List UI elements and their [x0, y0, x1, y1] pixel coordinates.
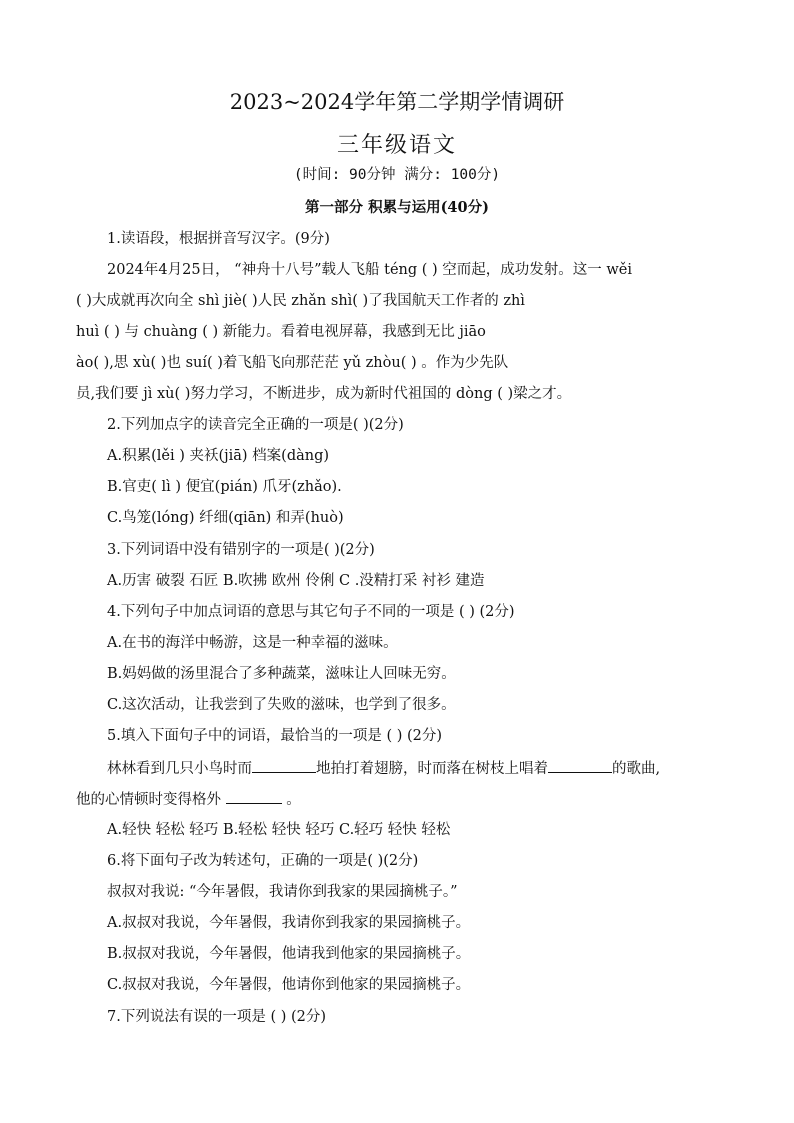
blank-line: [548, 758, 612, 773]
section-heading: 第一部分 积累与运用(40分): [305, 199, 489, 216]
exam-subtitle: 三年级语文: [336, 133, 457, 158]
question-2-option-c: C.鸟笼(lóng) 纤细(qiān) 和弄(huò): [107, 510, 344, 526]
question-2-option-b: B.官吏( lì ) 便宜(pián) 爪牙(zhǎo).: [107, 479, 342, 495]
question-6-option-b: B.叔叔对我说，今年暑假，他请我到他家的果园摘桃子。: [107, 946, 471, 962]
question-1: 1.读语段，根据拼音写汉字。(9分): [107, 231, 330, 247]
question-7: 7.下列说法有误的一项是 ( ) (2分): [107, 1009, 327, 1025]
sentence-text: 地拍打着翅膀，时而落在树枝上唱着: [316, 761, 548, 777]
question-5: 5.填入下面句子中的词语，最恰当的一项是 ( ) (2分): [107, 728, 443, 744]
question-4-option-c: C.这次活动，让我尝到了失败的滋味，也学到了很多。: [107, 697, 456, 713]
question-6-option-a: A.叔叔对我说，今年暑假，我请你到我家的果园摘桃子。: [107, 915, 471, 931]
blank-line: [226, 789, 282, 804]
question-4-option-a: A.在书的海洋中畅游，这是一种幸福的滋味。: [107, 635, 398, 651]
exam-title: 2023~2024学年第二学期学情调研: [229, 90, 565, 114]
sentence-text: 林林看到几只小鸟时而: [107, 761, 252, 777]
passage-line-1: 2024年4月25日， “神舟十八号”载人飞船 téng ( ) 空而起，成功发射。这一 wěi: [107, 262, 633, 278]
question-5-sentence-line-1: [107, 758, 660, 779]
sentence-text: 。: [281, 792, 301, 808]
question-6-option-c: C.叔叔对我说，今年暑假，他请你到他家的果园摘桃子。: [107, 977, 471, 993]
question-5-sentence-line-2: [76, 789, 301, 810]
question-4: 4.下列句子中加点词语的意思与其它句子不同的一项是 ( ) (2分): [107, 604, 515, 620]
question-2: 2.下列加点字的读音完全正确的一项是( )(2分): [107, 417, 404, 433]
passage-line-2: ( )大成就再次向全 shì jiè( )人民 zhǎn shì( )了我国航天工作者的 zhì: [76, 293, 525, 309]
passage-line-3: huì ( ) 与 chuàng ( ) 新能力。看着电视屏幕，我感到无比 jiāo: [76, 324, 486, 340]
sentence-text: 的歌曲,: [612, 761, 661, 777]
question-3: 3.下列词语中没有错别字的一项是( )(2分): [107, 542, 375, 558]
blank-line: [252, 758, 316, 773]
sentence-text: 他的心情顿时变得格外: [76, 792, 226, 808]
passage-line-5: 员,我们要 jì xù( )努力学习，不断进步，成为新时代祖国的 dòng ( )梁之才。: [76, 386, 572, 402]
question-6-sentence: 叔叔对我说: “今年暑假，我请你到我家的果园摘桃子。”: [107, 884, 458, 900]
question-3-options: A.历害 破裂 石匠 B.吹拂 欧州 伶俐 C .没精打采 衬衫 建造: [107, 573, 485, 589]
question-5-options: A.轻快 轻松 轻巧 B.轻松 轻快 轻巧 C.轻巧 轻快 轻松: [107, 822, 451, 838]
question-2-option-a: A.积累(lěi ) 夹袄(jiā) 档案(dàng): [107, 448, 330, 464]
question-6: 6.将下面句子改为转述句，正确的一项是( )(2分): [107, 853, 419, 869]
passage-line-4: ào( ),思 xù( )也 suí( )着飞船飞向那茫茫 yǔ zhòu( ) 。作为少先队: [76, 355, 509, 371]
exam-info: (时间: 90分钟 满分: 100分): [293, 167, 501, 183]
question-4-option-b: B.妈妈做的汤里混合了多种蔬菜，滋味让人回味无穷。: [107, 666, 456, 682]
